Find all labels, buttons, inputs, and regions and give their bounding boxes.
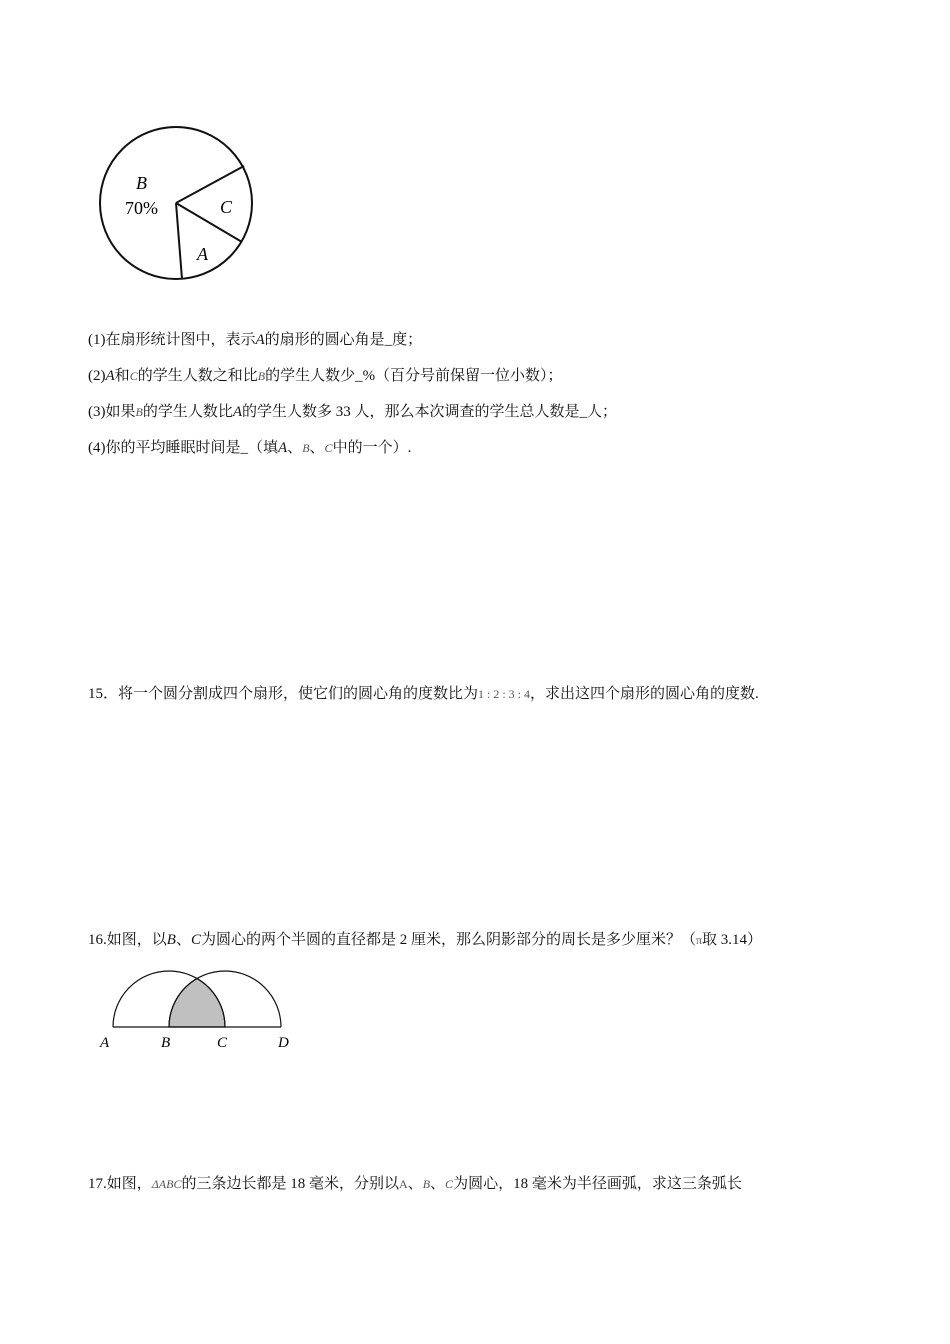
q14-sub3-text-c: 的学生人数多 33 人，那么本次调查的学生总人数是_人； <box>242 404 618 420</box>
q16-text-b: 为圆心的两个半圆的直径都是 2 厘米，那么阴影部分的周长是多少厘米？（ <box>200 932 696 948</box>
pie-label-a: A <box>197 244 208 264</box>
fig-label-b: B <box>161 1035 171 1051</box>
q16-sep: 、 <box>175 932 191 948</box>
fig-label-c: C <box>217 1035 228 1051</box>
semicircles-svg <box>96 968 306 1054</box>
q14-sub4-text-a: (4)你的平均睡眠时间是_（填 <box>88 440 278 456</box>
q14-sub4-sep1: 、 <box>287 440 303 456</box>
q14-sub3-text-b: 的学生人数比 <box>142 404 233 420</box>
semicircles-figure <box>96 968 306 1054</box>
q14-sub1-text-b: 的扇形的圆心角是_度； <box>264 332 423 348</box>
q14-sub2-var-c: C <box>129 369 138 383</box>
q17-text-a: 17.如图， <box>88 1176 152 1192</box>
q17 <box>88 1174 742 1194</box>
q16-pi: π <box>695 933 703 947</box>
q16 <box>88 930 762 950</box>
q16-var-c: C <box>190 932 201 948</box>
q14-sub1 <box>88 330 422 350</box>
q17-triangle: ΔABC <box>151 1177 182 1191</box>
q14-sub4-var-a: A <box>278 440 288 456</box>
q14-sub2-num: (2) <box>88 368 106 384</box>
q14-sub2-var-a: A <box>105 368 115 384</box>
pie-label-b: B <box>136 173 147 193</box>
q15 <box>88 684 759 704</box>
q14-sub2-text-c: 的学生人数少_%（百分号前保留一位小数）； <box>265 368 563 384</box>
fig-label-d: D <box>278 1035 289 1051</box>
q14-sub3-var-b: B <box>135 405 143 419</box>
q15-text-b: ，求出这四个扇形的圆心角的度数. <box>530 686 759 702</box>
q14-sub4 <box>88 438 411 458</box>
q14-sub4-var-c: C <box>324 441 333 455</box>
q17-text-b: 的三条边长都是 18 毫米，分别以 <box>181 1176 399 1192</box>
q14-sub3-var-a: A <box>232 404 243 420</box>
q14-sub4-text-b: 中的一个）. <box>332 440 412 456</box>
q16-text-a: 16.如图，以 <box>88 932 167 948</box>
pie-chart-figure <box>96 124 258 286</box>
q16-var-b: B <box>166 932 176 948</box>
q17-var-c: C <box>445 1177 454 1191</box>
q14-sub2 <box>88 366 563 386</box>
pie-label-b-percent: 70% <box>125 198 158 218</box>
q17-sep1: 、 <box>407 1176 423 1192</box>
q14-sub2-var-b: B <box>257 369 266 383</box>
q14-sub3 <box>88 402 617 422</box>
q14-sub4-var-b: B <box>302 441 310 455</box>
q17-var-b: B <box>422 1177 431 1191</box>
q17-sep2: 、 <box>430 1176 446 1192</box>
q14-sub1-text-a: (1)在扇形统计图中，表示 <box>88 332 256 348</box>
q14-sub3-text-a: (3)如果 <box>88 404 136 420</box>
q15-ratio: 1 : 2 : 3 : 4 <box>478 687 531 701</box>
q14-sub1-var: A <box>255 332 265 348</box>
pie-chart-svg <box>96 124 258 286</box>
pie-label-c: C <box>220 197 233 217</box>
shaded-lens <box>169 979 225 1028</box>
q17-text-c: 为圆心，18 毫米为半径画弧，求这三条弧长 <box>453 1176 742 1192</box>
q16-text-c: 取 3.14） <box>702 932 763 948</box>
q14-sub2-text-b: 的学生人数之和比 <box>137 368 258 384</box>
q14-sub4-sep2: 、 <box>309 440 325 456</box>
q14-sub2-text-a: 和 <box>114 368 130 384</box>
fig-label-a: A <box>100 1035 110 1051</box>
q17-var-a: A <box>399 1177 408 1191</box>
q15-text-a: 15．将一个圆分割成四个扇形，使它们的圆心角的度数比为 <box>88 686 479 702</box>
